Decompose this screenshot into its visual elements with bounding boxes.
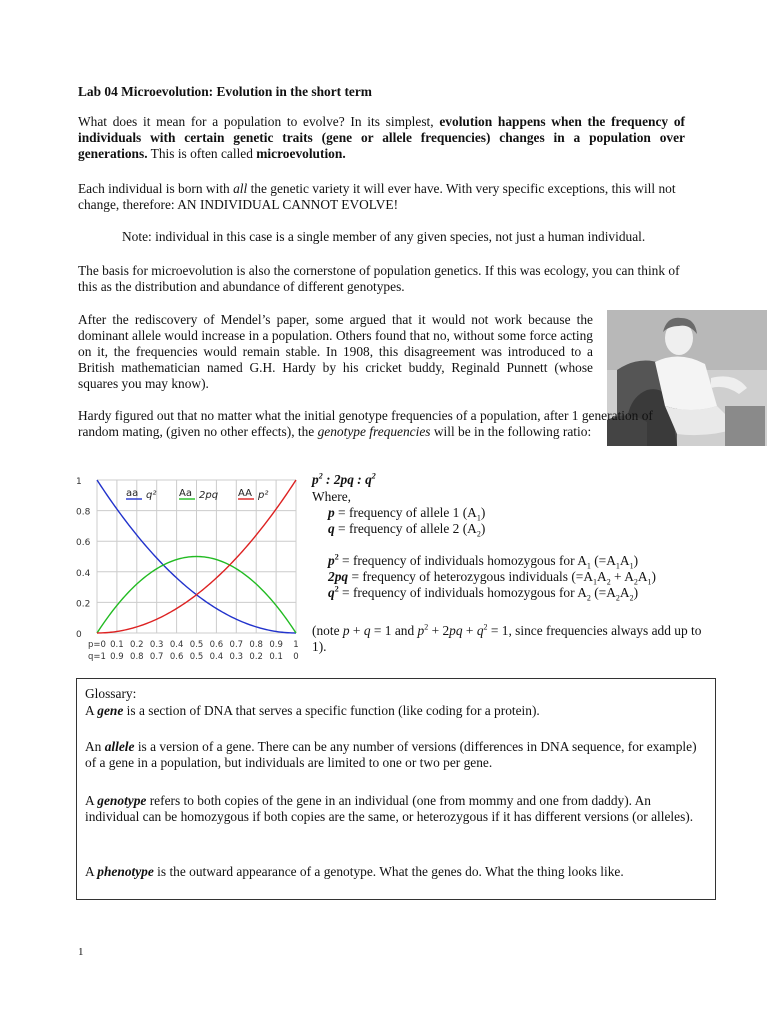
legend-formula-aa: q² — [146, 490, 157, 501]
y-tick-label: 1 — [76, 477, 82, 487]
para2-all: all — [233, 181, 248, 196]
x-tick-label-q: 0.8 — [130, 652, 144, 662]
gene-b: is a section of DNA that serves a specific function (like coding for a protein). — [123, 703, 540, 718]
legend-genotype-aa: aa — [126, 488, 139, 499]
formula-p-line: p = frequency of allele 1 $(A_1)$ — [328, 505, 486, 523]
para2-a: Each individual is born with — [78, 181, 234, 196]
gene-term: gene — [97, 703, 124, 718]
y-tick-label: 0.4 — [76, 568, 91, 579]
x-tick-label-p: 0.1 — [110, 640, 124, 650]
x-tick-label-p: 0.6 — [209, 640, 224, 650]
genotype-b: refers to both copies of the gene in an individual (one from mommy and one from daddy). An individual can be homozygous if both copies are the same, or heterozygous if it has different versions (or alleles). — [85, 793, 694, 824]
glossary-phenotype — [85, 864, 707, 880]
population-genetics-paragraph: The basis for microevolution is also the cornerstone of population genetics. If this was ecology, you can think of this as the distribution and abundance of different genotypes. — [78, 263, 680, 294]
x-tick-label-q: 0.3 — [229, 652, 244, 662]
y-tick-label: 0.2 — [76, 599, 91, 610]
legend-genotype-AA: AA — [238, 488, 252, 499]
note-paragraph: Note: individual in this case is a single member of any given species, not just a human individual. — [122, 229, 646, 244]
x-tick-label-p: 1 — [293, 640, 299, 650]
x-tick-label-p: 0.9 — [269, 640, 283, 650]
x-tick-label-p: p=0 — [88, 640, 106, 650]
note-a: (note — [312, 623, 343, 638]
formula-q2-line: $q^2$ = frequency of individuals homozygous for $A_2$ $(=A_2A_2)$ — [328, 584, 639, 603]
glossary-box — [76, 678, 716, 900]
legend-formula-AA: p² — [258, 490, 269, 501]
phenotype-term: phenotype — [97, 864, 154, 879]
para5-italic: genotype frequencies — [317, 424, 431, 439]
x-tick-label-p: 0.4 — [169, 640, 184, 650]
legend-formula-Aa: 2pq — [199, 490, 219, 501]
x-tick-label-p: 0.7 — [229, 640, 244, 650]
formula-2pq-line: 2pq = frequency of heterozygous individuals $(=A_1A_2 + A_2A_1)$ — [328, 569, 657, 587]
genotype-term: genotype — [97, 793, 147, 808]
individual-paragraph — [78, 181, 685, 213]
x-tick-label-p: 0.8 — [249, 640, 263, 650]
q2-def: = frequency of individuals homozygous for A — [338, 585, 587, 600]
x-tick-label-q: 0 — [293, 652, 299, 662]
hardy-paragraph — [78, 408, 685, 440]
x-tick-label-p: 0.5 — [189, 640, 204, 650]
glossary-gene — [85, 703, 705, 719]
allele-a: An — [85, 739, 105, 754]
x-tick-label-q: 0.5 — [189, 652, 204, 662]
phenotype-b: is the outward appearance of a genotype. What the genes do. What the thing looks like. — [153, 864, 624, 879]
glossary-genotype — [85, 793, 707, 825]
y-tick-label: 0 — [76, 630, 82, 640]
pq-def: = frequency of heterozygous individuals (=A — [348, 569, 594, 584]
x-tick-label-p: 0.2 — [130, 640, 144, 650]
intro-bold: evolution happens when the frequency of individuals with certain genetic traits (gene or allele frequencies) changes in a population over generations. — [78, 114, 685, 161]
para5-a: Hardy figured out that no matter what the initial genotype frequencies of a population, after 1 generation of random mating, (given no other effects), the — [78, 408, 653, 439]
formula-note: (note p + q = 1 and $p^2 + 2pq + q^2 = 1$, since frequencies always add up to 1). — [312, 622, 702, 654]
formula-where: Where, — [312, 489, 352, 504]
formula-q-line: q = frequency of allele 2 $(A_2)$ — [328, 521, 486, 539]
p2-def: = frequency of individuals homozygous for A — [338, 553, 587, 568]
intro-paragraph — [78, 114, 685, 162]
glossary-allele — [85, 739, 707, 771]
page-number: 1 — [78, 946, 84, 958]
x-tick-label-q: 0.7 — [149, 652, 164, 662]
x-tick-label-q: 0.6 — [169, 652, 184, 662]
intro-lead: What does it mean for a population to evolve? In its simplest, — [78, 114, 440, 129]
x-tick-label-q: 0.9 — [110, 652, 124, 662]
q-def: = frequency of allele 2 (A — [334, 521, 477, 536]
phenotype-a: A — [85, 864, 98, 879]
history-paragraph: After the rediscovery of Mendel’s paper, some argued that it would not work because the dominant allele would increase in a population. Others found that no, without some force acting on it, the frequencies would remain stable. In 1908, this disagreement was introduced to a British mathematician named G.H. Hardy by his cricket buddy, Reginald Punnett (whose squares you may know). — [78, 312, 593, 391]
glossary-heading: Glossary: — [85, 686, 137, 701]
y-tick-label: 0.8 — [76, 507, 91, 518]
x-tick-label-q: 0.1 — [269, 652, 283, 662]
y-tick-label: 0.6 — [76, 538, 91, 549]
note-c: = 1, since frequencies always add up to 1). — [312, 623, 702, 654]
x-tick-label-q: 0.2 — [249, 652, 263, 662]
allele-b: is a version of a gene. There can be any number of versions (differences in DNA sequence, for example) of a gene in a population, but individuals are limited to one or two per gene. — [85, 739, 697, 770]
allele-term: allele — [104, 739, 135, 754]
genotype-a: A — [85, 793, 98, 808]
formula-block — [312, 472, 712, 601]
page-title: Lab 04 Microevolution: Evolution in the short term — [78, 84, 372, 99]
gene-a: A — [85, 703, 98, 718]
formula-p2-line: $p^2$ = frequency of individuals homozygous for $A_1$ $(=A_1A_1)$ — [328, 552, 639, 571]
intro-mid: This is often called — [147, 146, 257, 161]
x-tick-label-q: 0.4 — [209, 652, 224, 662]
hardy-weinberg-chart-svg — [74, 470, 304, 665]
formula-ratio: $p^2$ : 2pq : $q^2$ — [312, 471, 376, 487]
para5-b: will be in the following ratio: — [430, 424, 592, 439]
intro-term: microevolution. — [256, 146, 346, 161]
legend-genotype-Aa: Aa — [179, 488, 192, 499]
hardy-weinberg-chart — [74, 470, 304, 665]
note-b: = 1 and — [370, 623, 418, 638]
para2-b: the genetic variety it will ever have. With very specific exceptions, this will not change, therefore: AN INDIVIDUAL CANNOT EVOLVE! — [78, 181, 676, 212]
p-def: = frequency of allele 1 (A — [334, 505, 477, 520]
x-tick-label-q: q=1 — [88, 652, 106, 662]
x-tick-label-p: 0.3 — [149, 640, 164, 650]
